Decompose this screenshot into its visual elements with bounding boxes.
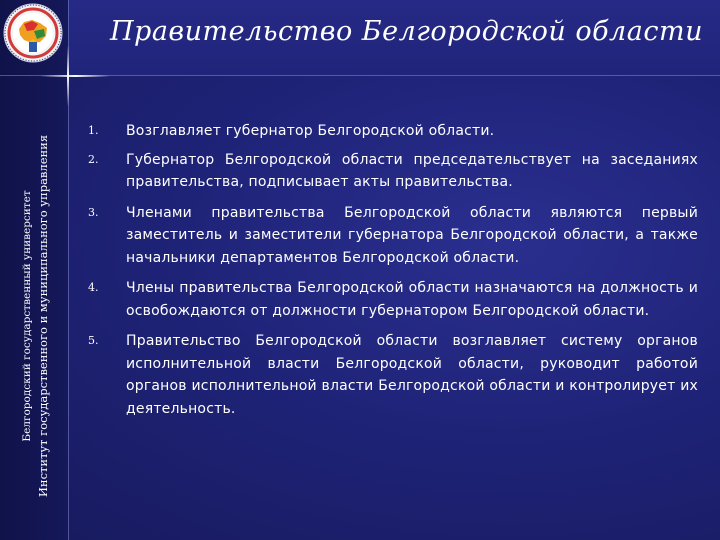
university-emblem-icon (2, 2, 64, 64)
list-item (88, 277, 698, 322)
list-item (88, 149, 698, 194)
list-number: 2. (88, 152, 99, 166)
side-caption (20, 96, 68, 536)
list-text: Правительство Белгородской области возглавляет систему органов исполнительной власти Белгородской области, руководит работой органов исполнительной власти Белгородской области и контролирует их деятельность. (126, 333, 698, 417)
list-number: 4. (88, 281, 99, 294)
side-caption-university: Белгородский государственный университет (21, 190, 33, 442)
list-text: Члены правительства Белгородской области назначаются на должность и освобождаются от должности губернатором Белгородской области. (126, 280, 698, 319)
list-text: Членами правительства Белгородской области являются первый заместитель и заместители губернатора Белгородской области, а также начальники департаментов Белгородской области. (126, 204, 698, 266)
list-item (88, 330, 698, 420)
content-list (88, 120, 698, 420)
list-number: 3. (88, 205, 99, 219)
slide-title: Правительство Белгородской области (110, 16, 703, 47)
list-item (88, 120, 698, 143)
list-number: 1. (88, 124, 99, 137)
side-caption-institute: Институт государственного и муниципального управления (36, 134, 50, 498)
list-text: Возглавляет губернатор Белгородской области. (126, 123, 495, 139)
list-item (88, 202, 698, 270)
list-number: 5. (88, 334, 99, 347)
crosshair-horizontal (40, 75, 110, 77)
list-text: Губернатор Белгородской области председательствует на заседаниях правительства, подписывает акты правительства. (126, 151, 698, 190)
